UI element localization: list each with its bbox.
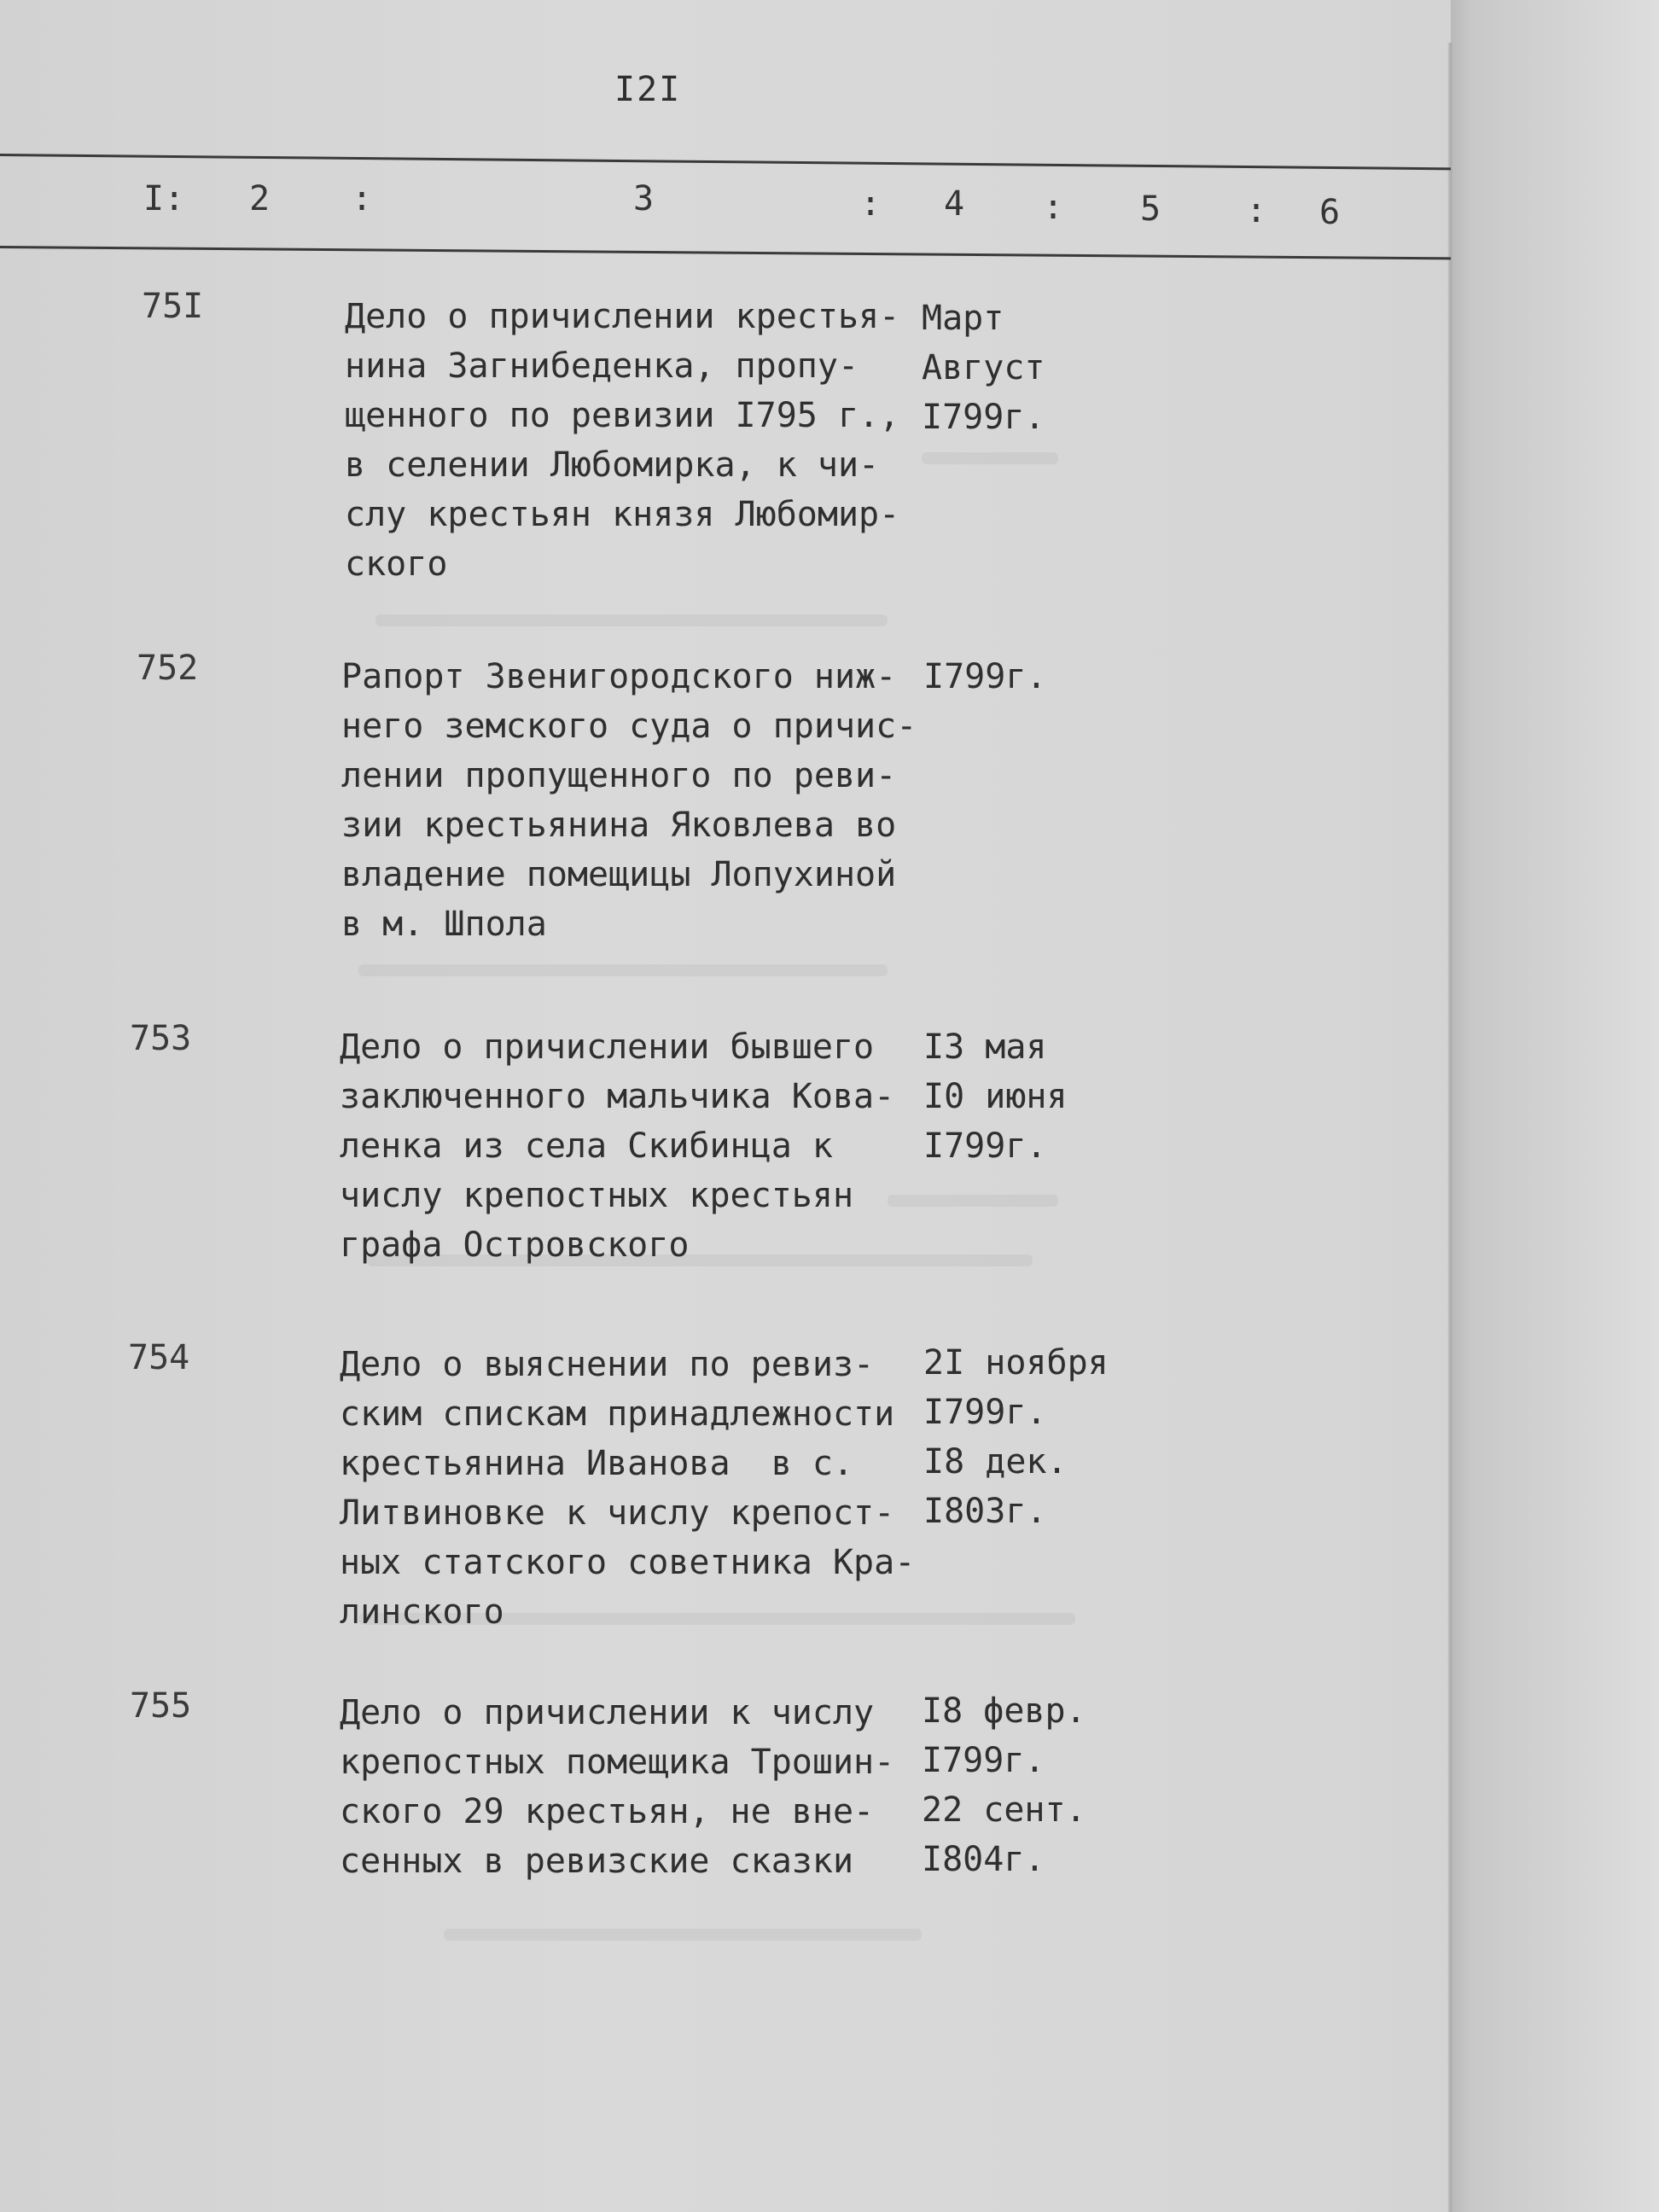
description-line: слу крестьян князя Любомир- <box>345 495 900 534</box>
column-separator: : <box>1246 191 1267 230</box>
date-line: I8 февр. <box>922 1691 1086 1731</box>
date-line: 22 сент. <box>922 1790 1086 1830</box>
header-rule-bottom <box>0 246 1451 259</box>
entry-description <box>340 1340 915 1637</box>
date-line: I799г. <box>923 1393 1047 1432</box>
entry-dates <box>923 652 1047 701</box>
bleed-through-mark <box>922 452 1058 464</box>
column-header-2: 2 <box>249 179 271 218</box>
entry-number: 753 <box>130 1019 192 1058</box>
date-line: 2I ноября <box>923 1343 1109 1382</box>
bleed-through-mark <box>375 614 888 626</box>
description-line: графа Островского <box>340 1225 690 1265</box>
description-line: Дело о выяснении по ревиз- <box>340 1345 875 1384</box>
date-line: I8 дек. <box>923 1442 1068 1481</box>
description-line: Дело о причислении крестья- <box>345 297 900 336</box>
column-number-header <box>0 179 1451 239</box>
entry-number: 755 <box>130 1686 192 1726</box>
column-header-1: I: <box>143 179 185 218</box>
entry-description <box>340 1022 894 1270</box>
description-line: крепостных помещика Трошин- <box>340 1743 895 1782</box>
entry-dates <box>923 1338 1109 1536</box>
entry-number: 752 <box>137 649 199 688</box>
description-line: в м. Шпола <box>341 905 547 944</box>
description-line: лении пропущенного по реви- <box>341 756 897 795</box>
description-line: ленка из села Скибинца к <box>340 1126 833 1166</box>
description-line: ским спискам принадлежности <box>340 1394 895 1434</box>
entry-description <box>345 292 899 589</box>
column-header-4: 4 <box>944 184 965 224</box>
description-line: сенных в ревизские сказки <box>340 1842 854 1881</box>
column-separator: : <box>860 184 882 224</box>
page-number: I2I <box>614 70 682 109</box>
entry-description <box>341 652 917 949</box>
description-line: зии крестьянина Яковлева во <box>341 806 897 845</box>
description-line: владение помещицы Лопухиной <box>341 855 897 894</box>
date-line: I799г. <box>923 1126 1047 1166</box>
date-line: Август <box>922 348 1045 387</box>
header-rule-top <box>0 154 1451 170</box>
description-line: ского <box>345 544 448 584</box>
date-line: I3 мая <box>923 1027 1047 1067</box>
date-line: I804г. <box>922 1840 1045 1879</box>
description-line: Рапорт Звенигородского ниж- <box>341 657 897 696</box>
description-line: нина Загнибеденка, пропу- <box>345 346 859 386</box>
bleed-through-mark <box>444 1929 922 1941</box>
description-line: крестьянина Иванова в с. <box>340 1444 854 1483</box>
description-line: щенного по ревизии I795 г., <box>345 396 900 435</box>
description-line: него земского суда о причис- <box>341 707 917 746</box>
entry-dates <box>923 1022 1068 1171</box>
sheet-edge-shadow <box>1447 43 1452 2212</box>
bleed-through-mark <box>358 964 888 976</box>
entry-number: 75I <box>142 287 204 326</box>
entry-number: 754 <box>128 1338 190 1377</box>
column-separator: : <box>1043 188 1064 227</box>
column-header-3: 3 <box>633 179 655 218</box>
description-line: Дело о причислении бывшего <box>340 1027 875 1067</box>
description-line: числу крепостных крестьян <box>340 1176 854 1215</box>
description-line: заключенного мальчика Кова- <box>340 1077 895 1116</box>
description-line: в селении Любомирка, к чи- <box>345 445 880 485</box>
description-line: Литвиновке к числу крепост- <box>340 1493 895 1533</box>
background-behind-sheet <box>1451 0 1659 2212</box>
date-line: I799г. <box>922 398 1045 437</box>
description-line: ского 29 крестьян, не вне- <box>340 1792 875 1831</box>
date-line: Март <box>922 299 1004 338</box>
column-header-5: 5 <box>1140 189 1161 229</box>
entry-dates <box>922 294 1045 442</box>
date-line: I0 июня <box>923 1077 1068 1116</box>
bleed-through-mark <box>888 1195 1058 1207</box>
column-header-6: 6 <box>1319 193 1341 232</box>
entry-dates <box>922 1686 1086 1884</box>
entry-description <box>340 1688 894 1886</box>
date-line: I799г. <box>922 1741 1045 1780</box>
date-line: I803г. <box>923 1492 1047 1531</box>
description-line: Дело о причислении к числу <box>340 1693 875 1732</box>
date-line: I799г. <box>923 657 1047 696</box>
column-separator: : <box>352 179 373 218</box>
description-line: линского <box>340 1592 504 1632</box>
description-line: ных статского советника Кра- <box>340 1543 916 1582</box>
